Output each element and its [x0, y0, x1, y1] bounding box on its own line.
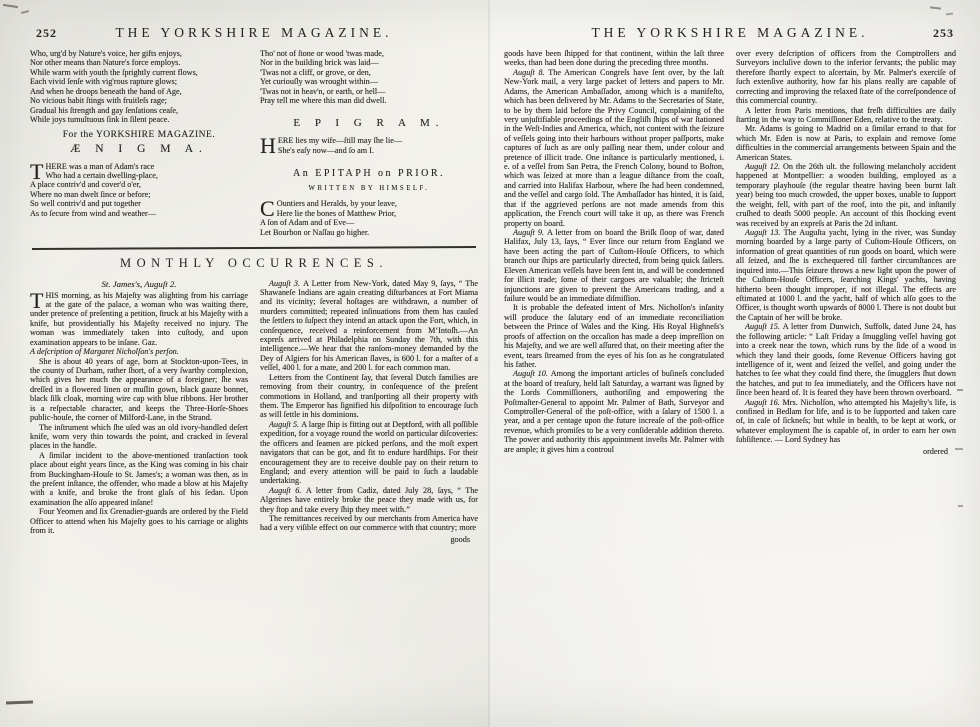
poem-line: 'Twas not a cliff, or grove, or den, [260, 67, 371, 77]
news-paragraph [504, 303, 724, 369]
right-columns [504, 49, 956, 456]
news-paragraph [260, 514, 478, 533]
left-column-1-news [30, 279, 248, 545]
news-paragraph [736, 398, 956, 445]
left-column-2 [260, 49, 478, 237]
paragraph-text: On the 26th ult. the following melancholy accident happened at Montpellier: a wooden building, employed as a temporary playhouſe (the regular theatre having been burnt laſt year) being too much crowded, the upper boxes, unable to ſupport the weight, fell, with part of the roof, into the pit, and inſtantly cruſhed to death 5000 people. An account of this ſhocking event was received by an expreſs at Paris the 2d inſtant. [736, 162, 956, 228]
news-paragraph [260, 373, 478, 420]
poem-continuation [30, 49, 248, 124]
left-top-columns [30, 49, 478, 237]
catchword: ordered [922, 446, 948, 456]
epitaph-byline: WRITTEN BY HIMSELF. [308, 184, 430, 192]
epitaph-poem [260, 196, 478, 237]
dropcap-initial: H [260, 133, 276, 159]
date-lead: Auguſt 3. [269, 278, 301, 288]
page-number: 253 [933, 26, 954, 40]
left-page-header [30, 24, 478, 42]
paragraph-text: The remittances received by our merchants from America have had a very viſible effect on our commerce with that country; more [260, 514, 478, 533]
poem-line: Each vivid ſenſe with vig'rous rapture glows; [30, 77, 177, 87]
paragraph-text: goods have been ſhipped for that continent, within the laſt three weeks, than had been done during the preceding three months. [504, 49, 724, 68]
dropcap-initial: T [30, 158, 44, 184]
paragraph-text: It is probable the defeated intent of Mrs. Nicholſon's inſanity will produce the ſalutary end of an immediate reconciliation between the Prince of Wales and the King. His Royal Highneſs's proofs of affection on the occaſion has made a deep impreſſion on his Majeſty, and we are well aſſured that, on their meeting after the event, tears ſtreamed from the eyes of his ſon as he congratulated his father. [504, 303, 724, 369]
poem-line: ERE lies my wife—ſtill may ſhe lie— [277, 136, 403, 146]
poem-line: While warm with youth the ſprightly current flows, [30, 67, 198, 77]
poem-line: Tho' not of ſtone or wood 'twas made, [260, 49, 384, 58]
news-paragraph [736, 124, 956, 162]
paragraph-text: The American Congreſs have ſent over, by the laſt New-York mail, a very large packet of letters and papers to Mr. Adams, the American Ambaſſador, among which is a manifeſto, which has been delivered by Mr. Adams to the Secretaries of State, to be by them laid before the Privy Council, complaining of the very unjuſtifiable proceedings of the Engliſh ſhips of war ſtationed in the Weſt-Indies and America, which, not content with the ſeizure of veſſels going into their harbours without proper paſſports, make captures of ſuch as are only paſſing near them, under colour and pretence of illicit trade. One inſtance is particularly mentioned, i. e. of a veſſel from San Petra, the French Colony, bound to Boſton, which was ſeized at more than a league diſtance from the coaſt, and carried into Halifax Harbour, where ſhe had been condemned, and the veſſel and cargo ſold. The Ambaſſador has hinted, it is ſaid, that if the aggrieved perſons are not made amends from this application, the French court will take it up, as there was French property on board. [504, 67, 724, 228]
masthead: THE YORKSHIRE MAGAZINE. [591, 25, 869, 40]
poem-line: Pray tell me where this man did dwell. [260, 96, 387, 106]
date-lead: Auguſt 16. [745, 397, 780, 407]
paragraph-text: A letter from Dunwich, Suffolk, dated June 24, has the following article: “ Laſt Friday a ſmuggling veſſel having got into a creek near the town, which runs by the ſide of a wood in which they land their goods, ſome Revenue Officers having got intelligence of it, went and ſeized the veſſel, and going under the hatches to ſee what they could find there, the ſmugglers ſhut down the hatches, and put to ſea immediately, and the Officers have not ſince been heard of. It is feared they have been thrown overboard. [736, 322, 957, 398]
poem-line: Ountiers and Heralds, by your leave, [276, 199, 397, 209]
paragraph-text: A letter from on board the Briſk ſloop of war, dated Halifax, July 13, ſays, “ Ever ſince our return from England we have been acting the part of Cuſtom-Houſe Officers, to which branch our ſhips are particularly directed, from being quick ſailers. Eleven American veſſels have been ſent in, and will be condemned for illicit trade; ſome of their cargoes are valuable; the ſtricteſt injunctions are given to prevent the Americans trading, and a failure would be an immediate diſmiſſion. [504, 228, 725, 303]
poem-line: As to ſecure from wind and weather— [30, 208, 156, 218]
poem-line: HERE was a man of Adam's race [45, 161, 155, 171]
date-lead: Auguſt 5. [269, 419, 300, 429]
poem-line: Yet curiouſly was wrought within— [260, 77, 378, 87]
news-paragraph: The inſtrument which ſhe uſed was an old ivory-handled deſert knife, worn very thin towards the point, and cracked in ſeveral places in the handle. [30, 422, 248, 451]
news-paragraph [504, 369, 724, 454]
left-column-2-news [260, 279, 478, 545]
date-lead: Auguſt 9. [513, 228, 544, 238]
poem-line: Nor other means than Nature's force employs. [30, 58, 181, 68]
poem-line: So well contriv'd and put together [30, 199, 141, 209]
news-paragraph [260, 420, 478, 486]
poem-line: Here lie the bones of Matthew Prior, [276, 208, 397, 218]
epigram-poem [260, 133, 478, 159]
news-paragraph: She is about 40 years of age, born at Stockton-upon-Tees, in the county of Durham, rather ſhort, of a very ſwarthy complexion, which gives her much the appearance of a foreigner; ſhe was dreſſed in a flowered linen or muſlin gown, black gauze bonnet, black ſilk cloak, morning wire cap with blue ribbons. Her brother is a reſpectable character, and keeps the Three-Horſe-Shoes public-houſe, the corner of Milford-Lane, in the Strand. [30, 356, 248, 423]
date-lead: Auguſt 6. [269, 485, 302, 495]
catchword: goods [450, 534, 470, 544]
news-paragraph [736, 228, 956, 322]
paragraph-text: A Letter from New-York, dated May 9, ſays, “ The Shawaneſe Indians are again creating diſturbances at Fort Miama and its vicinity; ſeveral hoſtages are withdrawn, a number of murders committed; repeated inſinuations from them has cauſed the ſettlers to ſuſpect they intend an attack upon the Fort, which, in conſequence, received a reinforcement from M‘Intoſh.—An expreſs arrived at Philadelphia on Sunday the 7th, with this intelligence.—We hear that the ranſom-money demanded by the Dey of Algiers for his American ſlaves, is 600 l. for a maſter of a veſſel, 400 l. for a mate, and 200 l. for each common man. [260, 278, 478, 373]
news-paragraph [504, 49, 724, 68]
poem-line: A place contriv'd and cover'd o'er, [30, 180, 141, 190]
left-bottom-columns [30, 279, 478, 545]
date-lead: Auguſt 13. [745, 228, 781, 238]
news-paragraph [260, 279, 478, 373]
paragraph-text: The Auguſta yacht, lying in the river, was Sunday morning boarded by a large party of Cuſtom-Houſe Officers, on information of great quantities of run goods on board, which were all ſeized, and ſhe is exchequered till farther circumſtances are inquired into.—This ſeizure throws a new light upon the power of the Cuſtom-Houſe Officers, ſearching Kings' yachts, having hitherto been thought improper, if not illegal. The effects are eſtimated at 1000 l. and the yacht, half of which alſo goes to the Officer, is thought worth upwards of 8000 l. There is not doubt but the Captain of her will be broke. [736, 228, 956, 322]
paragraph-text: Letters from the Continent ſay, that ſeveral Dutch families are removing from their country, in conſequence of the preſent commotions in Holland, and tranſporting all their property with them. The Emperor has ſignified his diſpoſition to encourage ſuch as will ſettle in his dominions. [260, 372, 478, 420]
aenigma-poem [30, 158, 248, 219]
poem-line: Who had a certain dwelling-place, [45, 170, 158, 180]
epigram-heading: E P I G R A M. [293, 116, 445, 129]
poem-line: And when he droops beneath the hand of Age, [30, 86, 182, 96]
news-paragraph [736, 322, 956, 397]
right-page-header [504, 24, 956, 42]
paragraph-text: HIS morning, as his Majeſty was alighting from his carriage at the gate of the palace, a woman who was waiting there, under pretence of preſenting a petition, ſtruck at his Majeſty with a knife, but providentially his Majeſty received no injury. The woman was immediately taken into cuſtody, and upon examination appears to be inſane. Gaz. [30, 290, 248, 347]
description-heading: A deſcription of Margaret Nicholſon's perſon. [30, 347, 179, 357]
news-paragraph [736, 106, 956, 125]
date-lead: Auguſt 8. [513, 67, 545, 77]
news-paragraph [30, 287, 248, 348]
poem-line: While joys tumultuous ſink in ſilent peace. [30, 114, 170, 124]
news-paragraph: Four Yeomen and ſix Grenadier-guards are ordered by the Field Officer to attend when his Majeſty goes to his carriage or alights from it. [30, 507, 248, 536]
aenigma-heading: Æ N I G M A. [70, 143, 208, 156]
news-paragraph [504, 228, 724, 303]
news-paragraph: A ſimilar incident to the above-mentioned tranſaction took place about eight years ſince, as the King was coming in his chair from Buckingham-Houſe to St. James's; a woman was then, as in the preſent inſtance, the offender, who made a blow at his Majeſty with a knife, and broke the front glaſs of his ſedan. Upon examination ſhe alſo appeared inſane! [30, 450, 248, 507]
right-page [490, 0, 980, 727]
monthly-occurrences-title: MONTHLY OCCURRENCES. [119, 255, 389, 270]
page-number: 252 [36, 26, 57, 40]
right-column-1 [504, 49, 724, 456]
dropcap-initial: T [30, 287, 44, 313]
right-column-2 [736, 49, 956, 456]
news-paragraph [504, 68, 724, 228]
paragraph-text: Mrs. Nicholſon, who attempted his Majeſty's life, is confined in Bedlam for life, and is to be ſupported and taken care of, in caſe of ſickneſs; but while in health, to be kept at work, or whatever employment ſhe is capable of, in order to earn her own ſubſiſtence. — Lord Sydney has [736, 397, 956, 445]
paragraph-text: over every deſcription of officers from the Comptrollers and Surveyors incluſive down to the inferior ſervants; the public may therefore ſhortly expect to aſcertain, by Mr. Palmer's exerciſe of ſuch extenſive authority, how far his plans really are capable of correcting and improving the relaxed ſtate of the correſpondence of this commercial country. [736, 49, 956, 106]
epitaph-heading: An EPITAPH on PRIOR. [293, 168, 445, 180]
paragraph-text: Among the important articles of buſineſs concluded at the board of treaſury, held laſt Saturday, a warrant was ſigned by the Lords Commiſſioners, authoriſing and empowering the Poſtmaſter-General to appoint Mr. Palmer of Bath, Surveyor and Comptroller-General of the poſt-office, with a ſalary of 1500 l. a year, and a per centage upon the future increaſe of the poſt-office revenue, which promiſes to be a very conſiderable addition thereto. The power and authority this appointment inveſts Mr. Palmer with are ample; it gives him a controul [504, 369, 724, 454]
news-paragraph [736, 49, 956, 106]
poem-line: Gradual his ſtrength and gay ſenſations ceaſe, [30, 105, 179, 115]
dropcap-initial: C [260, 196, 275, 222]
paragraph-text: A letter from Paris mentions, that freſh difficulties are daily ſtarting in the way to Commiſſioner Eden, relative to the treaty. [736, 105, 956, 124]
paragraph-text: A letter from Cadiz, dated July 28, ſays, “ The Algerines have entirely broke the peace they made with us, for they ſtop and take every ſhip they meet with.” [260, 485, 479, 514]
paragraph-text: A large ſhip is fitting out at Deptford, with all poſſible expedition, for a voyage round the world on particular diſcoveries: the officers and ſeamen are picked perſons, and the moſt expert navigators that can be got, and fit to endure hardſhips. For their encouragement they are to receive double pay on their return to England; and every attention will be paid to ſuch a laudable undertaking. [260, 419, 478, 486]
date-lead: Auguſt 10. [513, 369, 548, 379]
news-paragraph [260, 486, 478, 514]
news-paragraph [736, 162, 956, 228]
left-column-1 [30, 49, 248, 237]
date-lead: Auguſt 12. [745, 162, 780, 172]
poem-line: Nor in the building brick was laid— [260, 58, 379, 68]
masthead: THE YORKSHIRE MAGAZINE. [115, 25, 393, 40]
poem-line: Where no man dwelt ſince or before; [30, 189, 151, 199]
poem-line: No vicious habit ſtings with fruitleſs rage; [30, 96, 167, 106]
printer-rule [32, 246, 476, 249]
dateline: St. James's, Auguſt 2. [101, 278, 177, 289]
poem-line: 'Twas not in heav'n, or earth, or hell— [260, 86, 386, 96]
poem-line: Let Bourbon or Naſſau go higher. [260, 227, 370, 237]
paragraph-text: Mr. Adams is going to Madrid on a ſimilar errand to that for which Mr. Eden is now at Paris, to explain and remove ſome difficulties in the commercial arrangements between Spain and the American States. [736, 124, 956, 162]
poem-continuation [260, 49, 478, 106]
date-lead: Auguſt 15. [745, 322, 780, 332]
poem-line: Who, urg'd by Nature's voice, her gifts enjoys, [30, 49, 182, 58]
poem-line: She's eaſy now—and ſo am I. [277, 145, 374, 155]
for-magazine-heading: For the YORKSHIRE MAGAZINE. [62, 130, 216, 141]
poem-line: A ſon of Adam and of Eve— [260, 218, 355, 228]
